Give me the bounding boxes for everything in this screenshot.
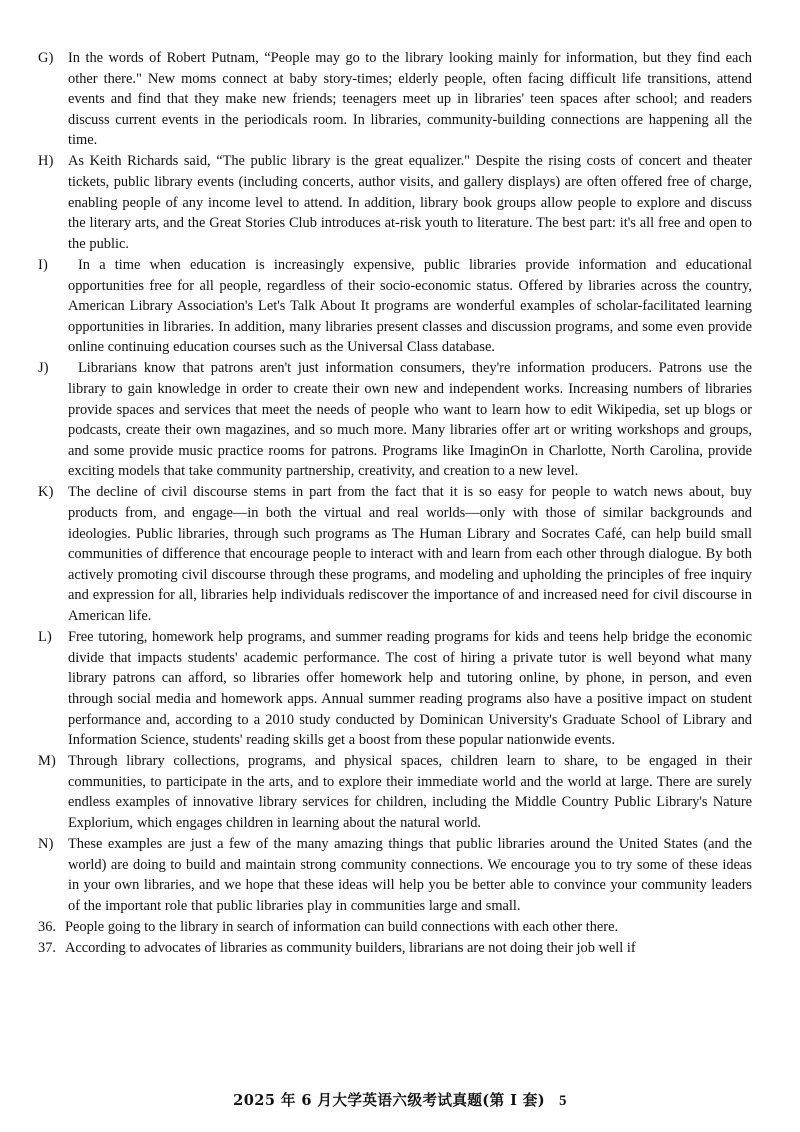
paragraph-label-l: L) [38,629,52,646]
paragraph-label-h: H) [38,153,54,170]
passage-paragraph-l [38,627,752,751]
passage-paragraph-m [38,751,752,833]
question-item-37 [38,938,752,959]
passage-paragraph-h [38,151,752,254]
paragraph-label-g: G) [38,50,54,66]
paragraph-label-j: J) [38,360,49,377]
passage-paragraph-k [38,482,752,626]
paragraph-text-m: Through library collections, programs, and physical spaces, children learn to share, to be engaged in their communities, to participate in the arts, and to explore their immediate world and the world at large. There are surely endless examples of innovative library services for children, including the Middle Country Public Library's Nature Explorium, which engages children in learning about the natural world. [68,753,752,831]
paragraph-label-n: N) [38,836,54,853]
paragraph-label-i: I) [38,256,48,273]
paragraph-text-k: The decline of civil discourse stems in part from the fact that it is so easy for people to watch news about, buy products from, and engage—in both the virtual and real worlds—only with those of similar backgrounds and ideologies. Public libraries, through such programs as The Human Library and Socrates Café, can help build small communities of difference that encourage people to interact with and learn from each other through dialogue. By both actively promoting civil discourse through these programs, and modeling and upholding the principles of free inquiry and expression for all, libraries help individuals rediscover the importance of and increased need for civil discourse in American life. [68,484,752,625]
paragraph-text-j: Librarians know that patrons aren't just information consumers, they're information producers. Patrons use the library to gain knowledge in order to create their own new and independent works. Increasing numbers of libraries provide spaces and services that meet the needs of people who want to learn how to edit Wikipedia, set up blogs or podcasts, create their own magazines, and so much more. Many libraries offer art or writing workshops and groups, and some provide music practice rooms for patrons. Programs like ImaginOn in Charlotte, North Carolina, provide exciting models that take community partnership, creativity, and creation to a new level. [68,360,752,480]
paragraph-text-l: Free tutoring, homework help programs, and summer reading programs for kids and teens help bridge the economic divide that impacts students' academic performance. The cost of hiring a private tutor is well beyond what many library patrons can afford, so libraries offer homework help and tutoring online, by phone, in person, and even through social media and homework apps. Annual summer reading programs also have a positive impact on student performance and, according to a 2010 study conducted by Dominican University's Graduate School of Library and Information Science, students' reading skills get a boost from these popular nationwide events. [68,629,752,749]
question-text-36: People going to the library in search of information can build connections with each other there. [65,918,619,935]
paragraph-text-i: In a time when education is increasingly expensive, public libraries provide information and educational opportunities free for all people, regardless of their socio-economic status. Offered by libraries across the country, American Library Association's Let's Talk About It programs are wonderful examples of scholar-facilitated learning opportunities in libraries. In addition, many libraries present classes and discussion programs, and some even provide online continuing education courses such as the Universal Class database. [68,256,752,356]
footer-exam-title: 2025 年 6 月大学英语六级考试真题(第 I 套) [233,1092,546,1109]
question-number-36: 36. [38,918,56,935]
paragraph-label-k: K) [38,484,54,501]
paragraph-text-n: These examples are just a few of the many amazing things that public libraries around the United States (and the world) are doing to build and maintain strong community connections. We encourage you to try some of these ideas in your own libraries, and we hope that these ideas will help you be better able to convince your community leaders of the important role that public libraries play in communities large and small. [68,836,752,914]
passage-paragraph-n [38,834,752,916]
paragraph-label-m: M) [38,753,56,770]
page-footer [0,1089,800,1110]
passage-paragraph-g [38,48,752,151]
question-text-37: According to advocates of libraries as community builders, librarians are not doing their job well if [65,939,636,956]
passage-paragraph-i [38,255,752,358]
reading-passage [38,48,752,916]
question-number-37: 37. [38,939,56,956]
footer-page-number: 5 [559,1093,567,1109]
passage-paragraph-j [38,358,752,482]
question-item-36 [38,917,752,938]
question-list [38,917,752,958]
paragraph-text-h: As Keith Richards said, “The public library is the great equalizer." Despite the rising costs of concert and theater tickets, public library events (including concerts, author visits, and gallery displays) are often offered free of charge, enabling people of any income level to attend. In addition, library book groups allow people to explore and discuss the literary arts, and the Great Stories Club introduces at-risk youth to literature. The best part: it's all free and open to the public. [68,153,752,252]
paragraph-text-g: In the words of Robert Putnam, “People may go to the library looking mainly for information, but they find each other there." New moms connect at baby story-times; elderly people, often facing difficult life transitions, attend events and find that they make new friends; teenagers meet up in libraries' teen spaces after school; and readers discuss current events in the periodicals room. In libraries, community-building connections are happening all the time. [68,50,752,149]
